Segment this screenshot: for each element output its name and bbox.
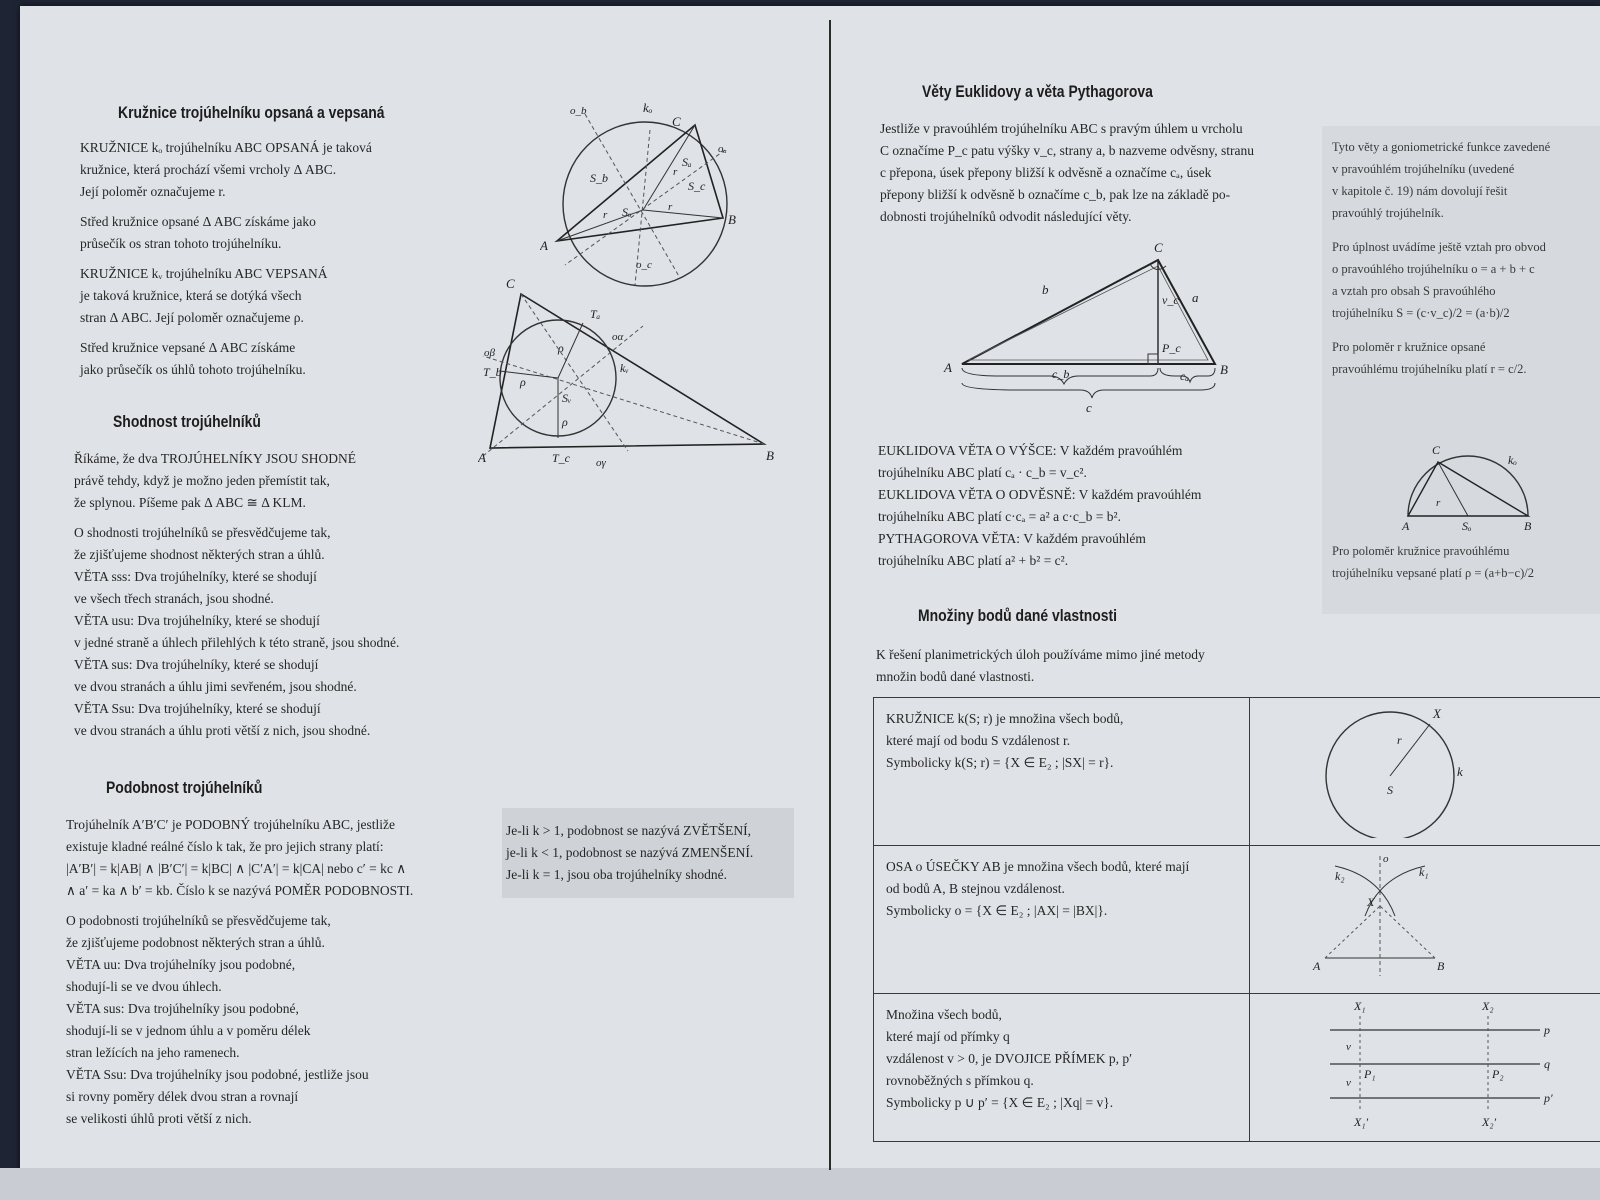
label-x1p: X₁′ bbox=[1354, 1115, 1369, 1129]
label-so: Sₒ bbox=[622, 205, 632, 219]
label-x: X bbox=[1433, 706, 1441, 721]
label-k2: k₂ bbox=[1335, 869, 1345, 883]
label-x2p: X₂′ bbox=[1482, 1115, 1497, 1129]
label-side-b: b bbox=[1042, 282, 1049, 297]
label-oc: o_c bbox=[636, 259, 652, 271]
label-tc: T_c bbox=[552, 451, 570, 465]
label-v1: v bbox=[1346, 1041, 1351, 1053]
similarity-note: Je-li k > 1, podobnost se nazývá ZVĚTŠENÍ, je-li k < 1, podobnost se nazývá ZMENŠENÍ. Je-li k = 1, jsou oba trojúhelníky shodné. bbox=[506, 823, 754, 882]
label-sa: Sₐ bbox=[682, 155, 692, 169]
semicircle-triangle bbox=[1408, 462, 1528, 516]
label-x1: X₁ bbox=[1354, 999, 1366, 1013]
label-a3: A bbox=[944, 360, 952, 375]
locus-parallel-text: Množina všech bodů, které mají od přímky q vzdálenost v > 0, je DVOJICE PŘÍMEK p, p′ rovnoběžných s přímkou q. Symbolicky p ∪ p′ = {X ∈ E₂ ; |Xq| = v}. bbox=[874, 994, 1250, 1142]
locus-circle-figure bbox=[1305, 698, 1545, 838]
label-ko: kₒ bbox=[643, 100, 653, 115]
label-pp: p′ bbox=[1544, 1091, 1553, 1105]
label-r2: r bbox=[668, 201, 673, 213]
label-b3: B bbox=[1220, 362, 1228, 377]
underlying-page-strip bbox=[0, 1168, 1600, 1200]
locus-bisector-text: OSA o ÚSEČKY AB je množina všech bodů, které mají od bodů A, B stejnou vzdálenost. Symbolicky o = {X ∈ E₂ ; |AX| = |BX|}. bbox=[874, 846, 1250, 994]
label-k: k bbox=[1457, 764, 1463, 779]
radius-b bbox=[643, 210, 723, 218]
label-r4: r bbox=[1436, 497, 1441, 509]
locus-parallel-figure bbox=[1260, 994, 1590, 1134]
label-pc: P_c bbox=[1162, 341, 1181, 355]
label-sv: Sᵥ bbox=[562, 391, 572, 405]
label-b: B bbox=[728, 212, 736, 227]
margin-notes: Tyto věty a goniometrické funkce zavedené v pravoúhlém trojúhelníku (uvedené v kapitole č. 19) nám dovolují řešit pravoúhlý trojúhelník. Pro úplnost uvádíme ještě vztah pro obvod o pravoúhlého trojúhelníku o = a + b + c a vztah pro obsah S pravoúhlého trojúhelníku S = (c·v_c)/2 = (a·b)/2 Pro poloměr r kružnice opsané pravoúhlému trojúhelníku platí r = c/2. bbox=[1332, 140, 1551, 376]
label-b5: B bbox=[1437, 959, 1445, 973]
locus-circle-text: KRUŽNICE k(S; r) je množina všech bodů, které mají od bodu S vzdálenost r. Symbolicky k(S; r) = {X ∈ E₂ ; |SX| = r}. bbox=[874, 698, 1250, 846]
label-c: C bbox=[672, 114, 681, 129]
label-x2b: X₂ bbox=[1482, 999, 1494, 1013]
label-b4: B bbox=[1524, 519, 1532, 532]
heading-euclid: Věty Euklidovy a věta Pythagorova bbox=[922, 82, 1153, 101]
table-row bbox=[874, 698, 1600, 846]
locus-parallel-figure-cell bbox=[1250, 994, 1600, 1142]
label-rho2: ρ bbox=[520, 375, 526, 389]
label-sb: S_b bbox=[590, 171, 608, 185]
label-vc: v_c bbox=[1162, 293, 1179, 307]
label-kv: kᵥ bbox=[620, 361, 629, 375]
label-oalpha: oα bbox=[612, 331, 624, 343]
circles-text: KRUŽNICE kₒ trojúhelníku ABC OPSANÁ je taková kružnice, která prochází všemi vrcholy Δ ABC. Její poloměr označujeme r. Střed kružnice opsané Δ ABC získáme jako průsečík os stran tohoto trojúhelníku. KRUŽNICE kᵥ trojúhelníku ABC VEPSANÁ je taková kružnice, která se dotýká všech stran Δ ABC. Její poloměr označujeme ρ. Střed kružnice vepsané Δ ABC získáme jako průsečík os úhlů tohoto trojúhelníku. bbox=[80, 140, 372, 377]
label-ta: Tₐ bbox=[590, 307, 601, 321]
locus-radius bbox=[1390, 724, 1430, 776]
incircle-figure bbox=[478, 276, 783, 472]
label-x2: X bbox=[1367, 895, 1375, 909]
line-bx bbox=[1380, 906, 1435, 958]
locus-circle-figure-cell bbox=[1250, 698, 1600, 846]
label-p1: P₁ bbox=[1364, 1067, 1376, 1081]
label-ogamma: oγ bbox=[596, 457, 606, 469]
label-cb: c_b bbox=[1052, 367, 1070, 381]
line-ax bbox=[1325, 906, 1380, 958]
label-c4: C bbox=[1432, 443, 1441, 457]
label-r1: r bbox=[673, 166, 678, 178]
label-ob: o_b bbox=[570, 105, 587, 117]
label-ko4: kₒ bbox=[1508, 453, 1517, 467]
heading-loci: Množiny bodů dané vlastnosti bbox=[918, 606, 1118, 625]
label-a5: A bbox=[1313, 959, 1321, 973]
label-b2: B bbox=[766, 448, 774, 463]
label-q: q bbox=[1544, 1057, 1550, 1071]
label-a4: A bbox=[1402, 519, 1410, 532]
label-r5: r bbox=[1397, 733, 1402, 747]
similarity-text: Trojúhelník A′B′C′ je PODOBNÝ trojúhelníku ABC, jestliže existuje kladné reálné číslo k tak, že pro jejich strany platí: |A′B′| = k|AB| ∧ |B′C′| = k|BC| ∧ |C′A′| = k|CA| nebo c′ = kc ∧ ∧ a′ = ka ∧ b′ = kb. Číslo k se nazývá POMĚR PODOBNOSTI. O podobnosti trojúhelníků se přesvědčujeme tak, že zjišťujeme podobnost některých stran a úhlů. VĚTA uu: Dva trojúhelníky jsou podobné, shodují-li se ve dvou úhlech. VĚTA sus: Dva trojúhelníky jsou podobné, shodují-li se v jednom úhlu a v poměru délek stran ležících na jeho ramenech. VĚTA Ssu: Dva trojúhelníky jsou podobné, jestliže jsou si rovny poměry délek dvou stran a rovnají se velikosti úhlů proti větší z nich. bbox=[66, 817, 414, 1126]
label-side-a: a bbox=[1192, 290, 1199, 305]
rho-2 bbox=[500, 371, 558, 378]
heading-circles: Kružnice trojúhelníku opsaná a vepsaná bbox=[118, 103, 385, 122]
label-s: S bbox=[1387, 783, 1393, 797]
semicircle-figure bbox=[1398, 440, 1538, 532]
right-triangle-figure bbox=[940, 238, 1240, 418]
bisector-og bbox=[521, 294, 628, 451]
page-fold-line bbox=[829, 20, 831, 1170]
label-v2: v bbox=[1346, 1077, 1351, 1089]
label-p2: P₂ bbox=[1492, 1067, 1504, 1081]
label-rho3: ρ bbox=[558, 341, 564, 355]
label-ca: cₐ bbox=[1180, 369, 1189, 383]
label-so4: Sₒ bbox=[1462, 519, 1472, 532]
locus-bisector-figure bbox=[1305, 846, 1545, 986]
table-row bbox=[874, 846, 1600, 994]
right-angle-pc bbox=[1148, 354, 1158, 364]
label-r3: r bbox=[603, 209, 608, 221]
axis-ob bbox=[585, 114, 680, 278]
label-obeta: oβ bbox=[484, 347, 495, 359]
locus-bisector-figure-cell bbox=[1250, 846, 1600, 994]
label-side-c: c bbox=[1086, 400, 1092, 415]
congruence-text: Říkáme, že dva TROJÚHELNÍKY JSOU SHODNÉ právě tehdy, když je možno jeden přemístit tak, že splynou. Píšeme pak Δ ABC ≅ Δ KLM. O shodnosti trojúhelníků se přesvědčujeme tak, že zjišťujeme shodnost některých stran a úhlů. VĚTA sss: Dva trojúhelníky, které se shodují ve všech třech stranách, jsou shodné. VĚTA usu: Dva trojúhelníky, které se shodují v jedné straně a úhlech přilehlých k této straně, jsou shodné. VĚTA sus: Dva trojúhelníky, které se shodují ve dvou stranách a úhlu jimi sevřeném, jsou shodné. VĚTA Ssu: Dva trojúhelníky, které se shodují ve dvou stranách a úhlu proti větší z nich, jsou shodné. bbox=[74, 451, 400, 738]
label-a2: A bbox=[478, 450, 486, 465]
label-sc: S_c bbox=[688, 179, 706, 193]
euclid-intro: Jestliže v pravoúhlém trojúhelníku ABC s pravým úhlem u vrcholu C označíme P_c patu výšky v_c, strany a, b nazveme odvěsny, stranu c přepona, úsek přepony bližší k odvěsně a označíme cₐ, úsek přepony bližší k odvěsně b označíme c_b, pak lze na základě po- dobnosti trojúhelníků odvodit následující věty. bbox=[880, 121, 1255, 224]
heading-congruence: Shodnost trojúhelníků bbox=[113, 412, 261, 431]
label-a: A bbox=[540, 238, 548, 253]
label-o: o bbox=[1383, 853, 1389, 865]
locus-circle bbox=[1326, 712, 1454, 838]
heading-similarity: Podobnost trojúhelníků bbox=[106, 778, 263, 797]
circumcircle-figure bbox=[540, 100, 760, 290]
euclid-theorems: EUKLIDOVA VĚTA O VÝŠCE: V každém pravoúhlém trojúhelníku ABC platí cₐ · c_b = v_c². EUKLIDOVA VĚTA O ODVĚSNĚ: V každém pravoúhlém trojúhelníku ABC platí c·cₐ = a² a c·c_b = b². PYTHAGOROVA VĚTA: V každém pravoúhlém trojúhelníku ABC platí a² + b² = c². bbox=[878, 443, 1202, 568]
loci-intro: K řešení planimetrických úloh používáme mimo jiné metody množin bodů dané vlastnosti. bbox=[876, 647, 1205, 684]
label-p: p bbox=[1544, 1023, 1550, 1037]
label-c3: C bbox=[1154, 240, 1163, 255]
loci-table bbox=[873, 697, 1600, 1142]
semicircle-radius bbox=[1438, 462, 1468, 516]
table-row bbox=[874, 994, 1600, 1142]
label-c2: C bbox=[506, 276, 515, 291]
margin-note-incircle: Pro poloměr kružnice pravoúhlému trojúhelníku vepsané platí ρ = (a+b−c)/2 bbox=[1332, 544, 1534, 580]
label-rho1: ρ bbox=[562, 415, 568, 429]
label-oa: oₐ bbox=[718, 143, 727, 155]
label-tb: T_b bbox=[483, 365, 502, 379]
label-k1: k₁ bbox=[1419, 865, 1429, 879]
brace-c bbox=[962, 383, 1215, 398]
